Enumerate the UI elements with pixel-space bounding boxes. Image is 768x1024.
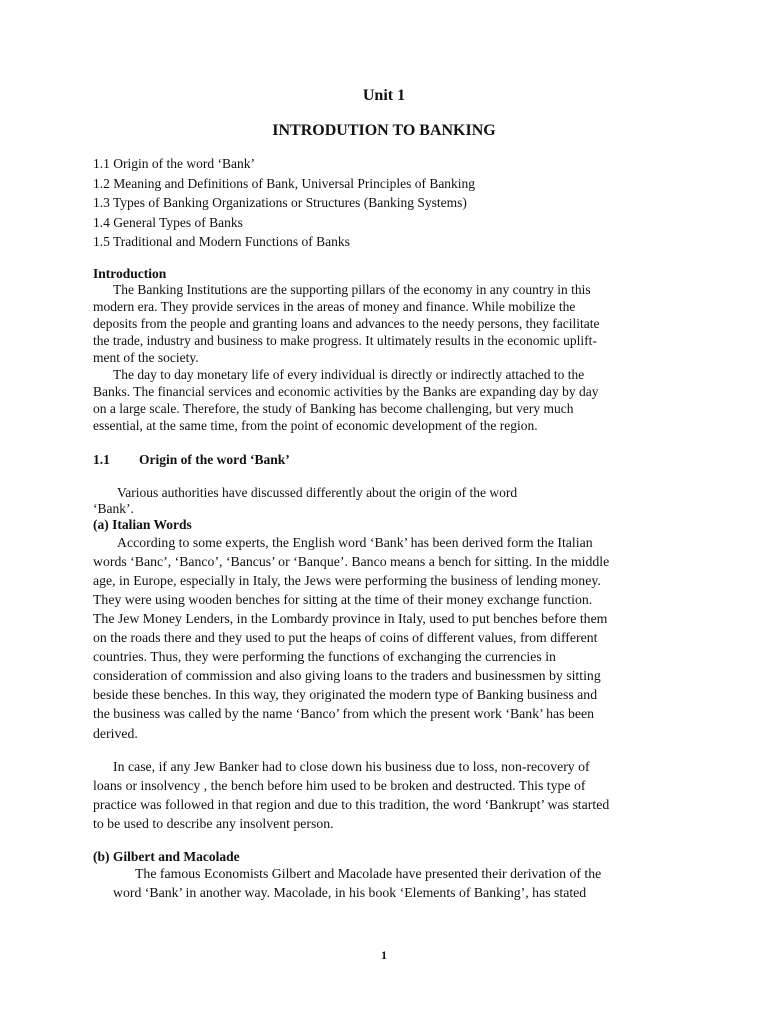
page-title: INTRODUTION TO BANKING <box>272 122 496 139</box>
paragraph-line: derived. <box>93 726 138 741</box>
paragraph-line: the trade, industry and business to make progress. It ultimately results in the economic uplift- <box>93 333 597 348</box>
paragraph-line: words ‘Banc’, ‘Banco’, ‘Bancus’ or ‘Banque’. Banco means a bench for sitting. In the middle <box>93 554 610 569</box>
paragraph-line: Banks. The financial services and economic activities by the Banks are expanding day by day <box>93 384 599 399</box>
paragraph-line: to be used to describe any insolvent person. <box>93 816 334 831</box>
paragraph-line: loans or insolvency , the bench before him used to be broken and destructed. This type of <box>93 778 586 793</box>
paragraph-line: deposits from the people and granting loans and advances to the needy persons, they facilitate <box>93 316 600 331</box>
paragraph-line: In case, if any Jew Banker had to close down his business due to loss, non-recovery of <box>113 759 590 774</box>
subsection-heading: (a) Italian Words <box>93 517 192 532</box>
paragraph-line: The Banking Institutions are the supporting pillars of the economy in any country in this <box>113 282 591 297</box>
paragraph-line: countries. Thus, they were performing the functions of exchanging the currencies in <box>93 649 556 664</box>
paragraph-line: beside these benches. In this way, they originated the modern type of Banking business and <box>93 687 598 702</box>
paragraph-line: ment of the society. <box>93 350 199 365</box>
toc-item: 1.2 Meaning and Definitions of Bank, Universal Principles of Banking <box>93 176 476 191</box>
page-number: 1 <box>381 948 387 962</box>
paragraph-line: They were using wooden benches for sitting at the time of their money exchange function. <box>93 592 593 607</box>
paragraph-line: modern era. They provide services in the areas of money and finance. While mobilize the <box>93 299 576 314</box>
toc-item: 1.5 Traditional and Modern Functions of Banks <box>93 234 350 249</box>
toc-item: 1.1 Origin of the word ‘Bank’ <box>93 156 255 171</box>
paragraph-line: The Jew Money Lenders, in the Lombardy province in Italy, used to put benches before them <box>93 611 608 626</box>
introduction-heading: Introduction <box>93 266 167 281</box>
paragraph-line: The famous Economists Gilbert and Macolade have presented their derivation of the <box>135 866 602 881</box>
paragraph-line: on the roads there and they used to put the heaps of coins of different values, from different <box>93 630 598 645</box>
toc-item: 1.4 General Types of Banks <box>93 215 243 230</box>
paragraph-line: practice was followed in that region and due to this tradition, the word ‘Bankrupt’ was started <box>93 797 610 812</box>
paragraph-line: essential, at the same time, from the point of economic development of the region. <box>93 418 538 433</box>
paragraph-line: Various authorities have discussed differently about the origin of the word <box>117 485 518 500</box>
subsection-heading: (b) Gilbert and Macolade <box>93 849 240 864</box>
paragraph-line: consideration of commission and also giving loans to the traders and businessmen by sitting <box>93 668 601 683</box>
section-title: Origin of the word ‘Bank’ <box>139 452 290 467</box>
paragraph-line: age, in Europe, especially in Italy, the Jews were performing the business of lending money. <box>93 573 601 588</box>
paragraph-line: The day to day monetary life of every individual is directly or indirectly attached to the <box>113 367 585 382</box>
section-number: 1.1 <box>93 452 110 467</box>
paragraph-line: ‘Bank’. <box>93 501 134 516</box>
toc-item: 1.3 Types of Banking Organizations or Structures (Banking Systems) <box>93 195 467 210</box>
paragraph-line: the business was called by the name ‘Banco’ from which the present work ‘Bank’ has been <box>93 706 594 721</box>
unit-heading: Unit 1 <box>362 87 406 104</box>
paragraph-line: According to some experts, the English word ‘Bank’ has been derived form the Italian <box>117 535 593 550</box>
paragraph-line: on a large scale. Therefore, the study of Banking has become challenging, but very much <box>93 401 574 416</box>
paragraph-line: word ‘Bank’ in another way. Macolade, in his book ‘Elements of Banking’, has stated <box>113 885 587 900</box>
